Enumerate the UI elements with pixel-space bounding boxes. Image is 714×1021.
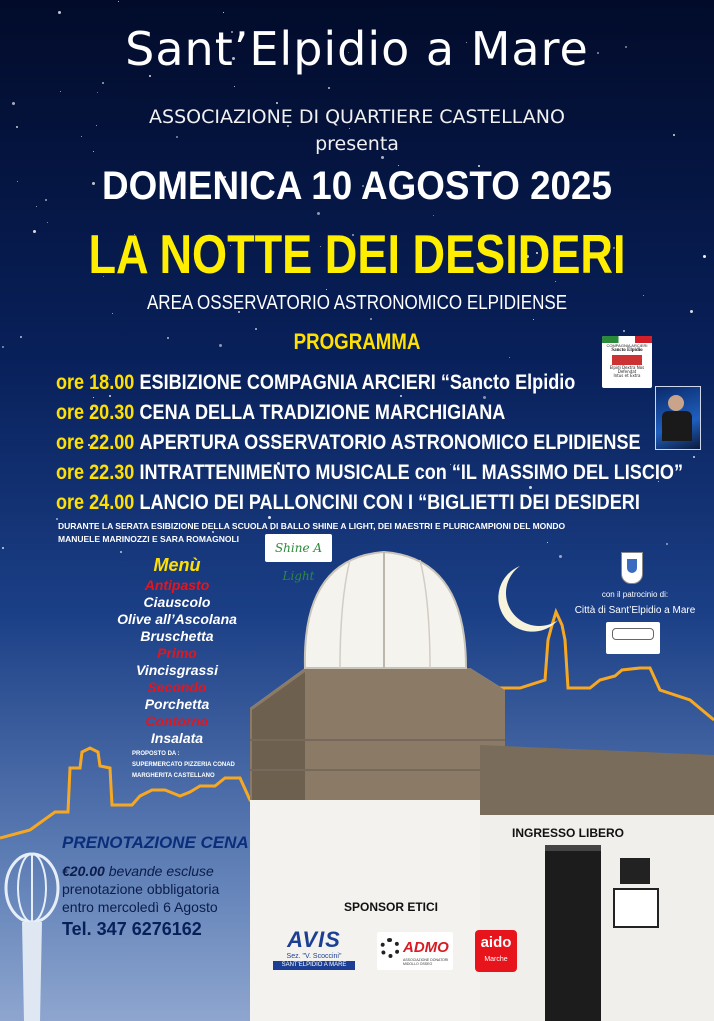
program-time: ore 22.00 [56, 431, 135, 454]
booking-title: PRENOTAZIONE CENA [62, 833, 249, 852]
window [614, 889, 658, 927]
booking-price: €20.00 [62, 863, 105, 879]
program-time: ore 20.30 [56, 401, 135, 424]
program-desc: APERTURA OSSERVATORIO ASTRONOMICO ELPIDIENSE [139, 431, 641, 454]
avis-logo-text: AVIS [287, 927, 341, 952]
program-item [56, 428, 641, 458]
arcieri-logo [602, 336, 652, 388]
arcieri-logo-line: Defendat [617, 369, 637, 374]
menu-item: Olive all’Ascolana [117, 611, 237, 627]
booking-info [62, 862, 219, 916]
city-crest-icon [621, 552, 643, 584]
observatory-dome [305, 552, 466, 668]
association-name: ASSOCIAZIONE DI QUARTIERE CASTELLANO [149, 106, 565, 128]
event-date: DOMENICA 10 AGOSTO 2025 [102, 164, 612, 208]
sponsor-title: SPONSOR ETICI [344, 900, 439, 914]
building-roof [480, 745, 714, 815]
avis-section: Sez. "V. Scoccini" [286, 953, 342, 960]
aido-logo [475, 930, 517, 972]
program-desc: LANCIO DEI PALLONCINI CON I “BIGLIETTI DEI DESIDERI [139, 491, 640, 514]
balloon-monument-icon [6, 854, 58, 1021]
menu-credit: MARGHERITA CASTELLANO [132, 773, 215, 779]
dance-note-line1: DURANTE LA SERATA ESIBIZIONE DELLA SCUOLA DI BALLO SHINE A LIGHT, DEI MAESTRI E PLURICAMPIONI DEL MONDO [58, 521, 566, 531]
menu-heading: Menù [153, 555, 201, 575]
menu-item: Contorno [145, 713, 209, 729]
avis-city: SANT'ELPIDIO A MARE [273, 961, 355, 970]
arcieri-logo-line: COMPAGNIA ARCIERI [606, 343, 648, 348]
booking-deadline: entro mercoledì 6 Agosto [62, 899, 218, 915]
program-time: ore 22.30 [56, 461, 135, 484]
menu-credit: SUPERMERCATO PIZZERIA CONAD [132, 762, 235, 768]
program-item [56, 398, 624, 428]
admo-emblem-icon [380, 938, 400, 958]
menu-item: Insalata [150, 730, 204, 746]
program-item [56, 488, 640, 518]
right-skyline-outline [470, 612, 714, 720]
arcieri-logo-line: Elpidi Dextra Nos [609, 365, 645, 370]
shine-a-light-logo-text: Shine A Light [274, 541, 323, 583]
menu-credit: PROPOSTO DA : [132, 751, 180, 757]
booking-phone: Tel. 347 6276162 [62, 919, 202, 939]
arcieri-logo-line: Intus et Extra [613, 373, 641, 378]
menu-item: Antipasto [144, 577, 210, 593]
menu-item: Primo [157, 645, 197, 661]
menu-item: Ciauscolo [143, 594, 211, 610]
observatory-door [545, 845, 601, 1021]
event-venue: AREA OSSERVATORIO ASTRONOMICO ELPIDIENSE [146, 292, 568, 314]
admo-subtitle: ASSOCIAZIONE DONATORI MIDOLLO OSSEO [403, 958, 449, 966]
event-title: LA NOTTE DEI DESIDERI [88, 223, 626, 285]
aido-region: Marche [484, 956, 508, 963]
patronage-label: con il patrocinio di: [601, 590, 669, 599]
program-desc: ESIBIZIONE COMPAGNIA ARCIERI “Sancto Elpidio [139, 371, 576, 394]
crescent-moon [498, 566, 558, 632]
admo-logo-text: ADMO [403, 939, 449, 956]
program-item [56, 458, 683, 488]
shine-a-light-logo [265, 534, 332, 583]
aido-logo-text: aido [480, 934, 512, 951]
menu-item: Secondo [147, 679, 207, 695]
program-desc: INTRATTENIMENTO MUSICALE con “IL MASSIMO DEL LISCIO” [139, 461, 683, 484]
program-desc: CENA DELLA TRADIZIONE MARCHIGIANA [139, 401, 506, 424]
avis-logo [273, 928, 355, 972]
admo-logo [377, 932, 453, 970]
association-logo [606, 622, 660, 654]
menu-section [112, 553, 242, 780]
programma-heading: PROGRAMMA [293, 329, 421, 354]
page-title: Sant’Elpidio a Mare [125, 22, 589, 76]
program-item [56, 368, 624, 398]
program-time: ore 24.00 [56, 491, 135, 514]
free-entry-label: INGRESSO LIBERO [512, 826, 625, 840]
menu-item: Bruschetta [140, 628, 214, 644]
dance-note-line2: MANUELE MARINOZZI E SARA ROMAGNOLI [58, 534, 240, 544]
booking-required: prenotazione obbligatoria [62, 881, 220, 897]
musician-photo [655, 386, 701, 450]
patronage [560, 590, 710, 616]
program-time: ore 18.00 [56, 371, 135, 394]
booking-price-note: bevande escluse [104, 863, 214, 879]
menu-item: Vincisgrassi [136, 662, 218, 678]
menu-item: Porchetta [144, 696, 210, 712]
presenta-label: presenta [315, 133, 399, 155]
arcieri-logo-line: Sancto Elpidio [611, 348, 643, 353]
patronage-city: Città di Sant’Elpidio a Mare [574, 605, 696, 616]
